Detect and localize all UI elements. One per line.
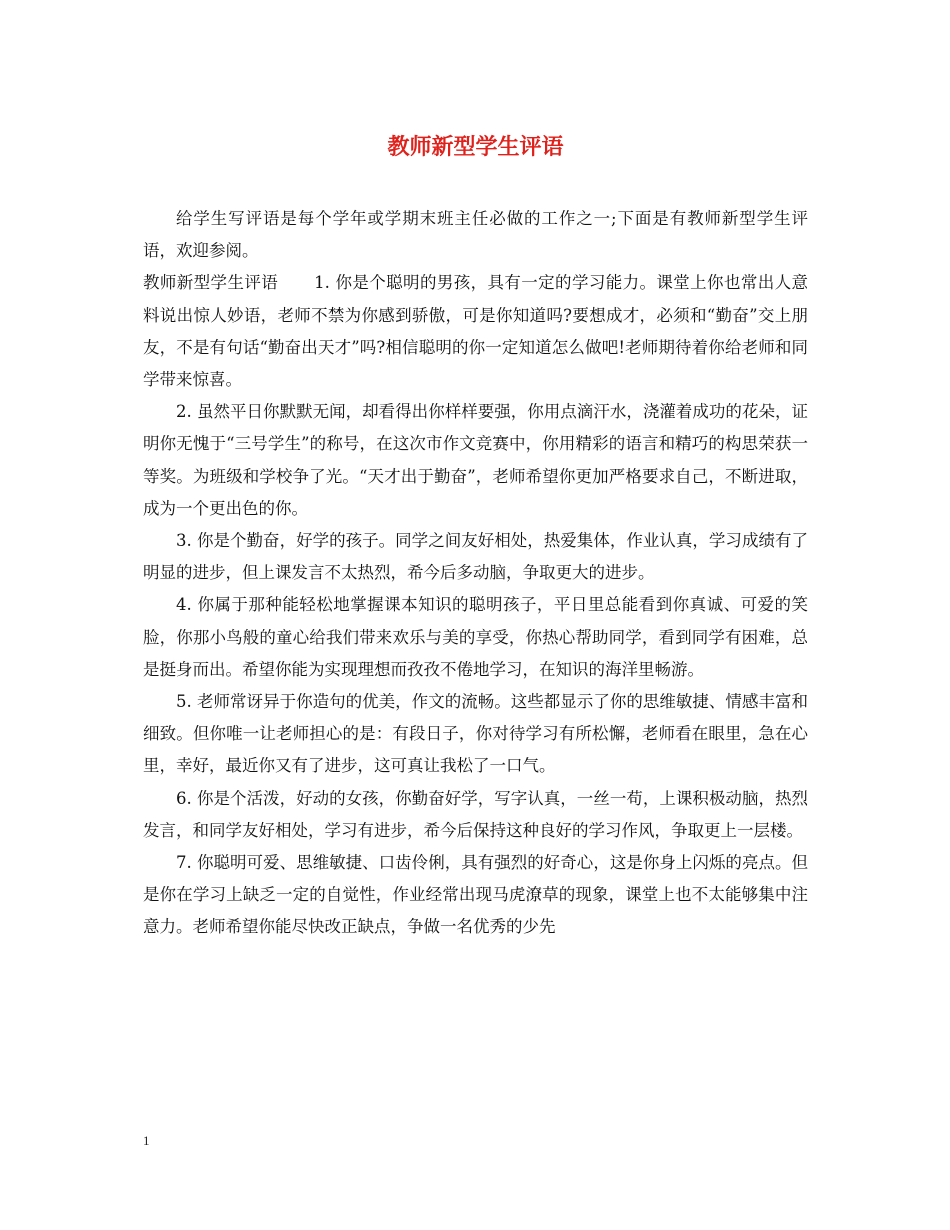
- comment-item-2: 2. 虽然平日你默默无闻，却看得出你样样要强，你用点滴汗水，浇灌着成功的花朵，证明你无愧于“三号学生”的称号，在这次市作文竞赛中，你用精彩的语言和精巧的构思荣获一等奖。为班级和学校争了光。“天才出于勤奋”，老师希望你更加严格要求自己，不断进取，成为一个更出色的你。: [143, 402, 808, 518]
- comment-item-7: 7. 你聪明可爱、思维敏捷、口齿伶俐，具有强烈的好奇心，这是你身上闪烁的亮点。但是你在学习上缺乏一定的自觉性，作业经常出现马虎潦草的现象，课堂上也不太能够集中注意力。老师希望你能尽快改正缺点，争做一名优秀的少先: [143, 853, 808, 937]
- intro-paragraph: 给学生写评语是每个学年或学期末班主任必做的工作之一;下面是有教师新型学生评语，欢迎参阅。: [143, 209, 808, 261]
- first-comment-paragraph: [143, 267, 808, 396]
- comment-item-4: 4. 你属于那种能轻松地掌握课本知识的聪明孩子，平日里总能看到你真诚、可爱的笑脸，你那小鸟般的童心给我们带来欢乐与美的享受，你热心帮助同学，看到同学有困难，总是挺身而出。希望你能为实现理想而孜孜不倦地学习，在知识的海洋里畅游。: [143, 595, 808, 679]
- comment-item-5: 5. 老师常讶异于你造句的优美，作文的流畅。这些都显示了你的思维敏捷、情感丰富和细致。但你唯一让老师担心的是：有段日子，你对待学习有所松懈，老师看在眼里，急在心里，幸好，最近你又有了进步，这可真让我松了一口气。: [143, 692, 808, 776]
- comment-item-6: 6. 你是个活泼，好动的女孩，你勤奋好学，写字认真，一丝一苟，上课积极动脑，热烈发言，和同学友好相处，学习有进步，希今后保持这种良好的学习作风，争取更上一层楼。: [143, 788, 808, 840]
- section-heading: 教师新型学生评语: [143, 273, 279, 293]
- comment-item-3: 3. 你是个勤奋，好学的孩子。同学之间友好相处，热爱集体，作业认真，学习成绩有了明显的进步，但上课发言不太热烈，希今后多动脑，争取更大的进步。: [143, 531, 808, 583]
- document-title: 教师新型学生评语: [387, 135, 564, 160]
- comment-item-1: 1. 你是个聪明的男孩，具有一定的学习能力。课堂上你也常出人意料说出惊人妙语，老师不禁为你感到骄傲，可是你知道吗?要想成才，必须和“勤奋”交上朋友，不是有句话“勤奋出天才”吗?相信聪明的你一定知道怎么做吧!老师期待着你给老师和同学带来惊喜。: [143, 273, 809, 390]
- document-body: [143, 203, 808, 944]
- page-number: 1: [143, 1133, 150, 1148]
